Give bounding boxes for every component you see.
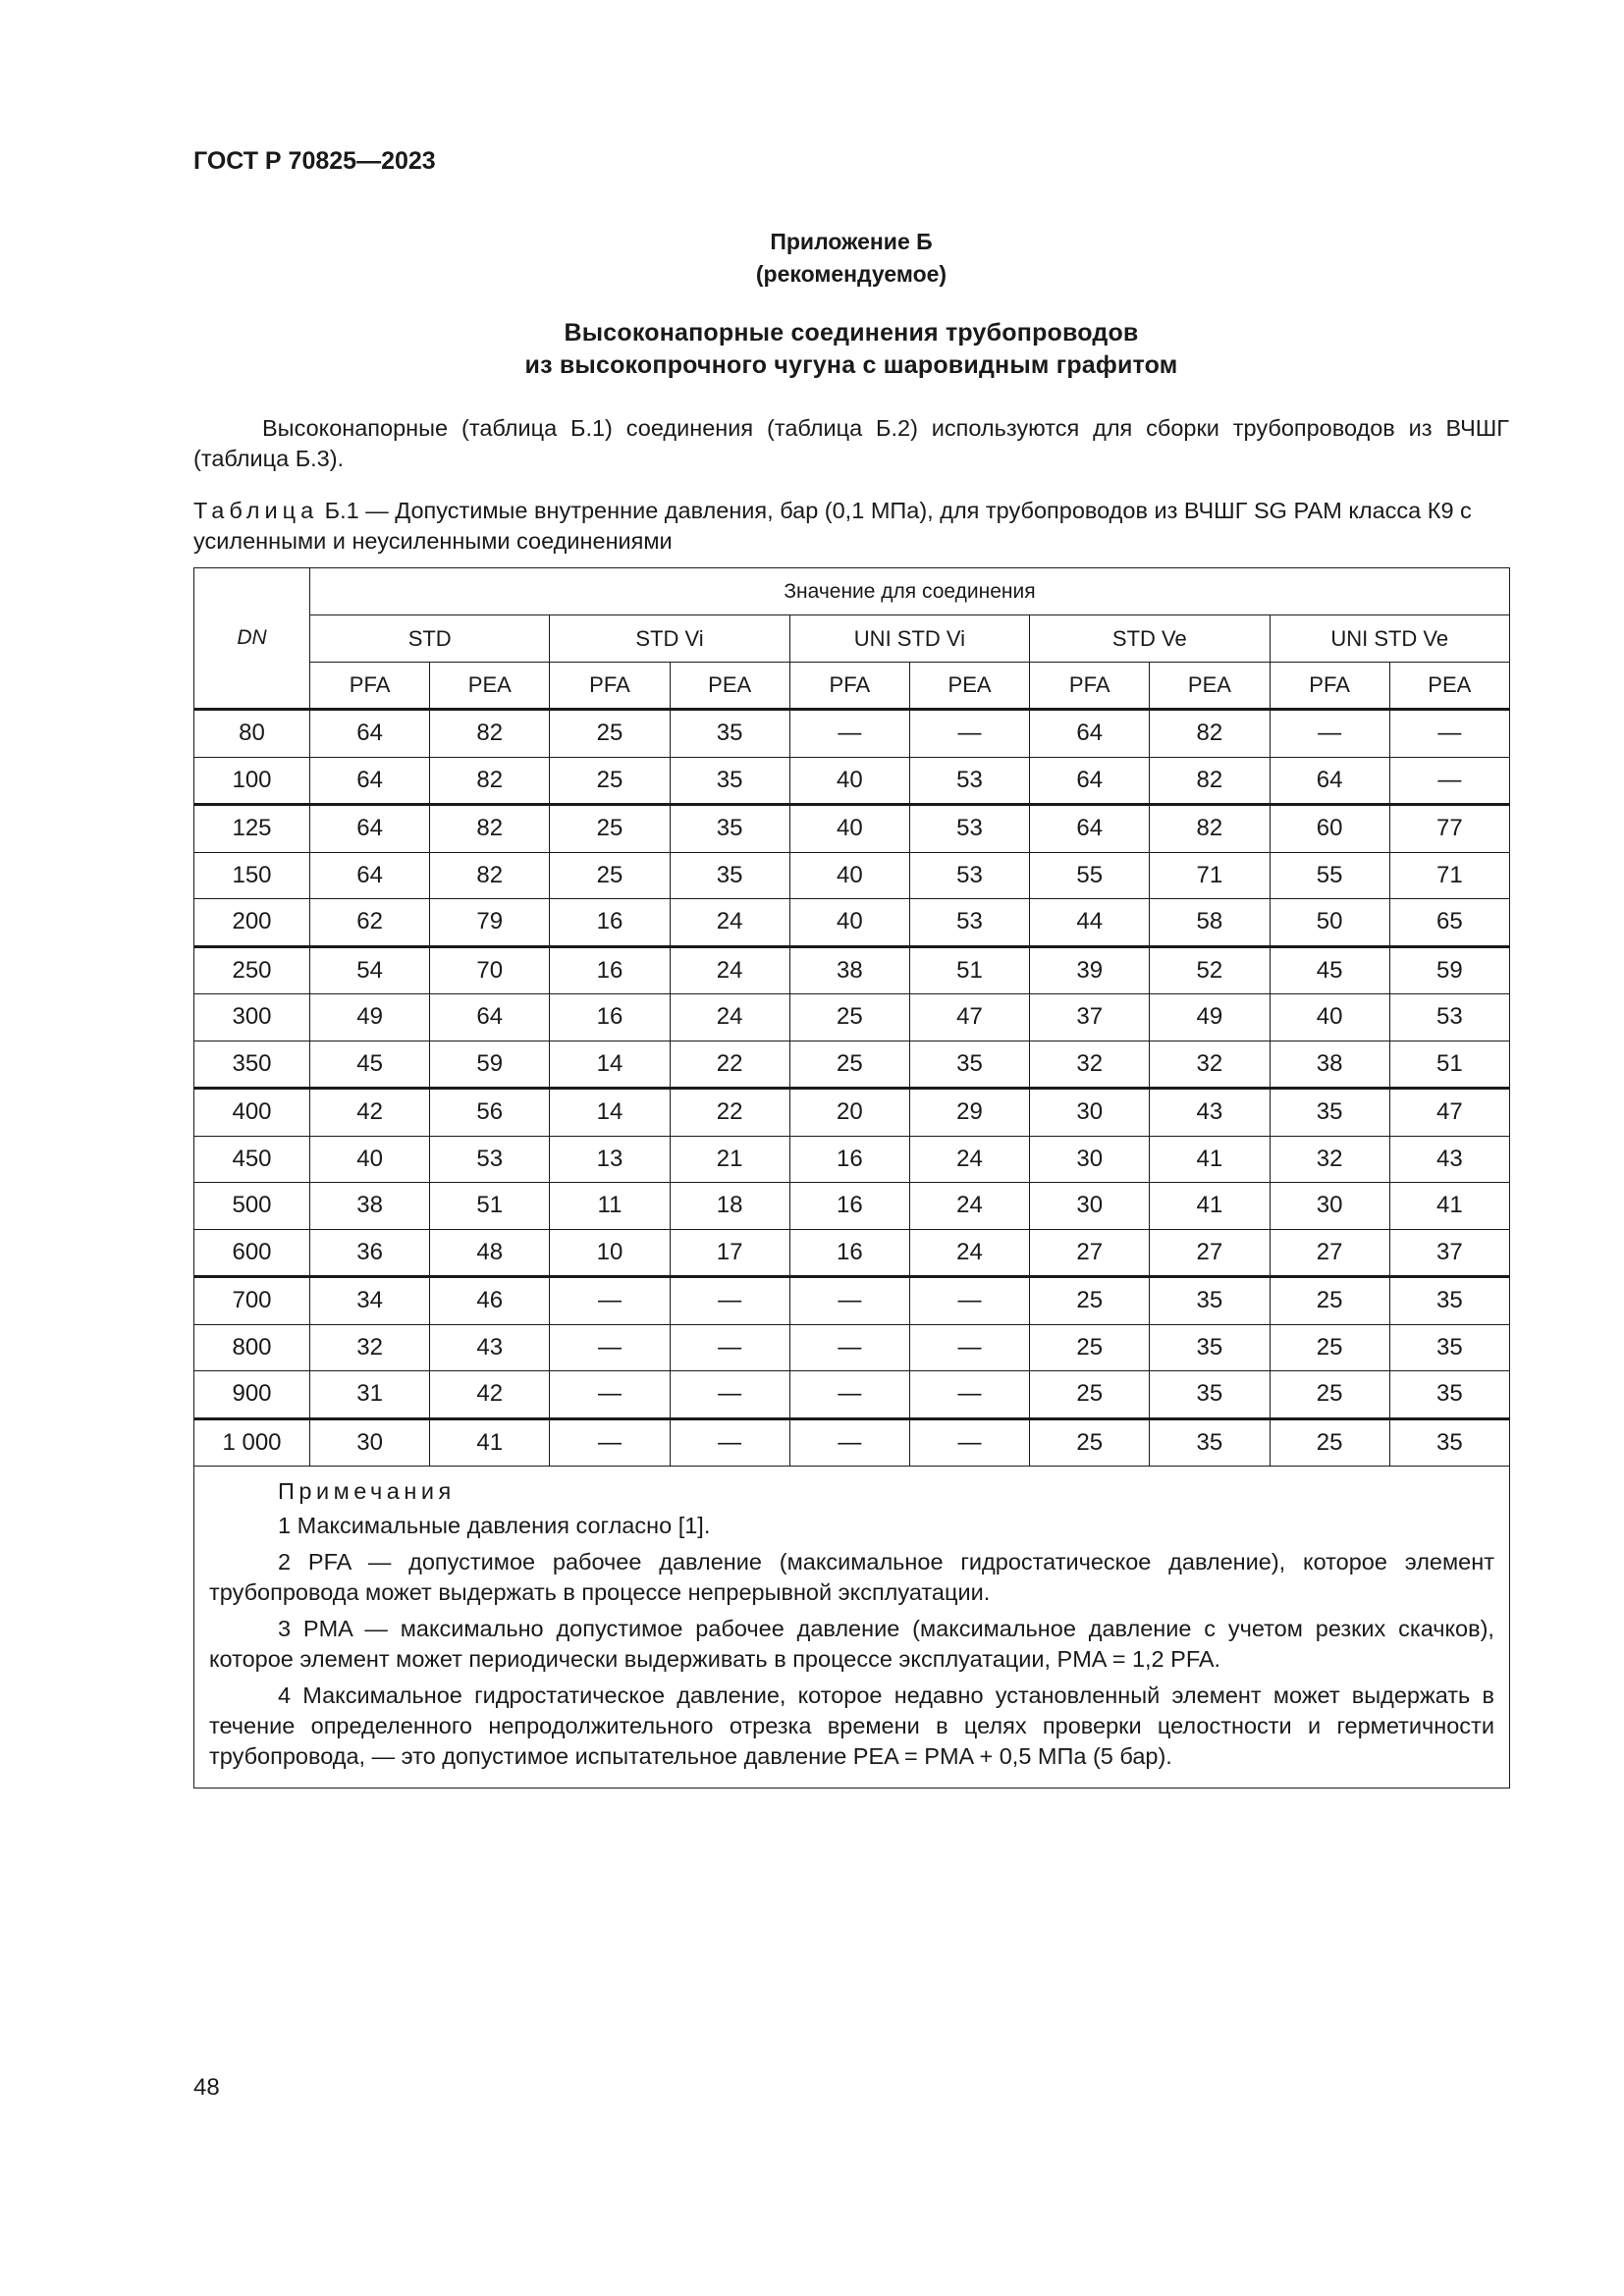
document-header: ГОСТ Р 70825—2023 [193, 147, 436, 175]
note-item: 2 PFA — допустимое рабочее давление (максимальное гидростатическое давление), которое элемент трубопровода может выдержать в процессе непрерывной эксплуатации. [209, 1549, 1494, 1605]
pea-cell: 35 [1389, 1324, 1509, 1371]
pea-cell: 82 [430, 852, 550, 899]
header-row-pressure-types [194, 663, 1510, 710]
pea-cell: 35 [670, 805, 789, 853]
header-row-joints [194, 615, 1510, 663]
notes-title: Примечания [278, 1478, 456, 1504]
table-row [194, 1183, 1510, 1230]
pfa-cell: — [550, 1371, 670, 1419]
pea-cell: 82 [430, 805, 550, 853]
pfa-cell: 39 [1030, 946, 1150, 994]
table-row [194, 1136, 1510, 1183]
pea-header: PEA [670, 663, 789, 710]
pea-cell: 22 [670, 1041, 789, 1089]
pea-header: PEA [1150, 663, 1270, 710]
pfa-cell: 25 [550, 805, 670, 853]
pfa-cell: 49 [310, 994, 430, 1041]
pea-cell: 47 [909, 994, 1029, 1041]
pfa-cell: 25 [550, 710, 670, 758]
dn-cell: 150 [194, 852, 310, 899]
pfa-cell: 30 [1030, 1183, 1150, 1230]
pea-cell: 24 [909, 1229, 1029, 1277]
pea-cell: — [909, 710, 1029, 758]
pfa-cell: 64 [1270, 757, 1389, 805]
pfa-cell: 40 [1270, 994, 1389, 1041]
pea-cell: 24 [670, 899, 789, 947]
note-item: 4 Максимальное гидростатическое давление, которое недавно установленный элемент может выдержать в течение определенного непродолжительного отрезка времени в целях проверки целостности и герметичности трубопровода, — это допустимое испытательное давление PEA = PMA + 0,5 МПа (5 бар). [209, 1682, 1494, 1769]
table-row [194, 1277, 1510, 1325]
pea-cell: 41 [1150, 1183, 1270, 1230]
pfa-cell: — [789, 1277, 909, 1325]
pfa-cell: 30 [1030, 1136, 1150, 1183]
pfa-cell: — [550, 1418, 670, 1467]
dn-cell: 200 [194, 899, 310, 947]
pfa-cell: 64 [1030, 710, 1150, 758]
pfa-cell: 45 [310, 1041, 430, 1089]
pfa-cell: 40 [310, 1136, 430, 1183]
pfa-cell: 16 [550, 994, 670, 1041]
table-caption-label: Таблица [193, 498, 319, 523]
pea-cell: 53 [909, 757, 1029, 805]
section-title [193, 317, 1509, 382]
pfa-cell: 35 [1270, 1089, 1389, 1137]
pea-cell: 35 [670, 710, 789, 758]
pea-cell: 41 [430, 1418, 550, 1467]
table-caption-text: Б.1 — Допустимые внутренние давления, бар (0,1 МПа), для трубопроводов из ВЧШГ SG РАМ класса К9 с усиленными и неусиленными соединениями [193, 498, 1472, 554]
pfa-cell: 32 [1270, 1136, 1389, 1183]
pea-cell: 35 [1150, 1371, 1270, 1419]
pea-cell: 82 [430, 710, 550, 758]
pfa-cell: 64 [1030, 805, 1150, 853]
pea-cell: 77 [1389, 805, 1509, 853]
pea-cell: 43 [430, 1324, 550, 1371]
pfa-cell: 54 [310, 946, 430, 994]
joint-header: STD Vi [550, 615, 789, 663]
pea-cell: 52 [1150, 946, 1270, 994]
dn-cell: 250 [194, 946, 310, 994]
pea-cell: — [909, 1324, 1029, 1371]
pfa-cell: 32 [310, 1324, 430, 1371]
pea-cell: 24 [670, 994, 789, 1041]
pea-cell: — [670, 1371, 789, 1419]
table-row [194, 1418, 1510, 1467]
pfa-cell: 45 [1270, 946, 1389, 994]
pea-cell: 82 [1150, 710, 1270, 758]
pea-cell: — [909, 1277, 1029, 1325]
pea-cell: 43 [1150, 1089, 1270, 1137]
pressure-table-body [194, 568, 1510, 1789]
pfa-cell: 40 [789, 899, 909, 947]
pfa-cell: — [789, 1324, 909, 1371]
pea-cell: 35 [1150, 1418, 1270, 1467]
pfa-header: PFA [550, 663, 670, 710]
pea-cell: — [1389, 757, 1509, 805]
pea-cell: 27 [1150, 1229, 1270, 1277]
pea-cell: 24 [670, 946, 789, 994]
pea-cell: — [670, 1277, 789, 1325]
header-row-group [194, 568, 1510, 615]
joint-header: UNI STD Vi [789, 615, 1029, 663]
pea-cell: 35 [1150, 1277, 1270, 1325]
note-item: 3 PMA — максимально допустимое рабочее давление (максимальное давление с учетом резких скачков), которое элемент может периодически выдерживать в процессе эксплуатации, PMA = 1,2 PFA. [209, 1616, 1494, 1672]
pea-cell: 35 [670, 852, 789, 899]
pea-cell: — [909, 1418, 1029, 1467]
pfa-cell: 40 [789, 757, 909, 805]
pea-cell: 47 [1389, 1089, 1509, 1137]
pfa-header: PFA [1030, 663, 1150, 710]
pea-cell: 70 [430, 946, 550, 994]
pfa-cell: 25 [1030, 1277, 1150, 1325]
pea-cell: 43 [1389, 1136, 1509, 1183]
pea-cell: 48 [430, 1229, 550, 1277]
pfa-cell: 27 [1270, 1229, 1389, 1277]
table-row [194, 805, 1510, 853]
pfa-cell: 25 [1270, 1277, 1389, 1325]
pea-cell: 51 [430, 1183, 550, 1230]
dn-cell: 100 [194, 757, 310, 805]
table-row [194, 852, 1510, 899]
pfa-header: PFA [310, 663, 430, 710]
pfa-cell: 64 [1030, 757, 1150, 805]
pfa-header: PFA [789, 663, 909, 710]
group-header: Значение для соединения [310, 568, 1510, 615]
pea-cell: 53 [909, 899, 1029, 947]
pfa-cell: 38 [310, 1183, 430, 1230]
pfa-cell: — [550, 1277, 670, 1325]
table-row [194, 994, 1510, 1041]
pfa-cell: 11 [550, 1183, 670, 1230]
table-row [194, 710, 1510, 758]
appendix-title: Приложение Б [770, 229, 933, 254]
appendix-status: (рекомендуемое) [755, 261, 947, 287]
pea-cell: 82 [1150, 805, 1270, 853]
pfa-cell: 64 [310, 710, 430, 758]
pfa-cell: 25 [550, 757, 670, 805]
pfa-cell: 14 [550, 1041, 670, 1089]
pfa-cell: 34 [310, 1277, 430, 1325]
pfa-cell: 55 [1030, 852, 1150, 899]
pea-cell: 35 [670, 757, 789, 805]
dn-cell: 700 [194, 1277, 310, 1325]
dn-cell: 350 [194, 1041, 310, 1089]
pea-cell: 35 [1389, 1371, 1509, 1419]
table-row [194, 1371, 1510, 1419]
pfa-cell: 16 [789, 1136, 909, 1183]
pfa-cell: — [789, 1371, 909, 1419]
table-caption [193, 496, 1509, 557]
pea-cell: 79 [430, 899, 550, 947]
pfa-cell: 25 [789, 1041, 909, 1089]
pfa-cell: 64 [310, 852, 430, 899]
appendix-heading [193, 226, 1509, 291]
pea-cell: 35 [1389, 1277, 1509, 1325]
pea-cell: 42 [430, 1371, 550, 1419]
pfa-cell: 44 [1030, 899, 1150, 947]
pea-cell: — [670, 1324, 789, 1371]
pfa-cell: — [1270, 710, 1389, 758]
table-row [194, 946, 1510, 994]
notes-row [194, 1467, 1510, 1789]
intro-paragraph: Высоконапорные (таблица Б.1) соединения (таблица Б.2) используются для сборки трубопроводов из ВЧШГ (таблица Б.3). [193, 415, 1509, 471]
pfa-cell: 55 [1270, 852, 1389, 899]
table-row [194, 899, 1510, 947]
pea-cell: 59 [430, 1041, 550, 1089]
pfa-cell: 16 [789, 1229, 909, 1277]
pfa-cell: 42 [310, 1089, 430, 1137]
pea-cell: 24 [909, 1136, 1029, 1183]
pea-header: PEA [909, 663, 1029, 710]
pfa-cell: 25 [1270, 1371, 1389, 1419]
pfa-cell: 38 [789, 946, 909, 994]
pea-cell: 35 [1389, 1418, 1509, 1467]
pfa-cell: 10 [550, 1229, 670, 1277]
pea-cell: 41 [1389, 1183, 1509, 1230]
pfa-cell: 30 [310, 1418, 430, 1467]
pfa-cell: 31 [310, 1371, 430, 1419]
pea-cell: 17 [670, 1229, 789, 1277]
pea-cell: — [1389, 710, 1509, 758]
joint-header: STD [310, 615, 550, 663]
pea-cell: 56 [430, 1089, 550, 1137]
dn-header: DN [194, 568, 310, 710]
pfa-cell: 25 [1030, 1371, 1150, 1419]
pea-cell: 59 [1389, 946, 1509, 994]
pea-cell: 53 [909, 852, 1029, 899]
pea-cell: 71 [1150, 852, 1270, 899]
pea-cell: 64 [430, 994, 550, 1041]
pea-cell: 35 [1150, 1324, 1270, 1371]
pfa-cell: 30 [1030, 1089, 1150, 1137]
pea-cell: 29 [909, 1089, 1029, 1137]
pea-cell: 46 [430, 1277, 550, 1325]
dn-cell: 1 000 [194, 1418, 310, 1467]
pea-cell: 18 [670, 1183, 789, 1230]
pea-cell: 82 [430, 757, 550, 805]
pfa-cell: 16 [550, 899, 670, 947]
section-title-line-1: Высоконапорные соединения трубопроводов [564, 319, 1139, 347]
pea-cell: 65 [1389, 899, 1509, 947]
pea-cell: 49 [1150, 994, 1270, 1041]
dn-cell: 600 [194, 1229, 310, 1277]
pfa-cell: 32 [1030, 1041, 1150, 1089]
pfa-cell: 16 [550, 946, 670, 994]
pea-cell: 53 [1389, 994, 1509, 1041]
dn-cell: 400 [194, 1089, 310, 1137]
pfa-cell: — [789, 710, 909, 758]
pea-header: PEA [430, 663, 550, 710]
pea-cell: 41 [1150, 1136, 1270, 1183]
pea-cell: 51 [1389, 1041, 1509, 1089]
pfa-cell: 25 [1270, 1324, 1389, 1371]
pfa-cell: 25 [1030, 1418, 1150, 1467]
dn-cell: 450 [194, 1136, 310, 1183]
pfa-cell: 64 [310, 757, 430, 805]
pressure-table [193, 567, 1510, 1789]
pea-cell: 37 [1389, 1229, 1509, 1277]
table-row [194, 757, 1510, 805]
pea-cell: 51 [909, 946, 1029, 994]
pfa-cell: 30 [1270, 1183, 1389, 1230]
pfa-cell: 60 [1270, 805, 1389, 853]
pfa-cell: — [550, 1324, 670, 1371]
notes-cell [194, 1467, 1510, 1789]
pfa-cell: 40 [789, 805, 909, 853]
pea-cell: 58 [1150, 899, 1270, 947]
pfa-cell: 50 [1270, 899, 1389, 947]
pfa-cell: 27 [1030, 1229, 1150, 1277]
pfa-cell: 62 [310, 899, 430, 947]
pea-cell: 53 [430, 1136, 550, 1183]
dn-cell: 500 [194, 1183, 310, 1230]
dn-cell: 125 [194, 805, 310, 853]
joint-header: UNI STD Ve [1270, 615, 1509, 663]
table-row [194, 1041, 1510, 1089]
pea-cell: — [670, 1418, 789, 1467]
pfa-header: PFA [1270, 663, 1389, 710]
pfa-cell: 36 [310, 1229, 430, 1277]
pfa-cell: 20 [789, 1089, 909, 1137]
pfa-cell: 64 [310, 805, 430, 853]
pfa-cell: 13 [550, 1136, 670, 1183]
dn-cell: 80 [194, 710, 310, 758]
pfa-cell: 25 [789, 994, 909, 1041]
pfa-cell: 25 [1030, 1324, 1150, 1371]
pfa-cell: 37 [1030, 994, 1150, 1041]
pfa-cell: 25 [550, 852, 670, 899]
pea-cell: 22 [670, 1089, 789, 1137]
dn-cell: 300 [194, 994, 310, 1041]
pea-header: PEA [1389, 663, 1509, 710]
page-number: 48 [193, 2074, 220, 2101]
pea-cell: 21 [670, 1136, 789, 1183]
pfa-cell: 16 [789, 1183, 909, 1230]
section-title-line-2: из высокопрочного чугуна с шаровидным графитом [524, 351, 1178, 379]
pea-cell: 32 [1150, 1041, 1270, 1089]
pea-cell: 71 [1389, 852, 1509, 899]
pea-cell: — [909, 1371, 1029, 1419]
note-item: 1 Максимальные давления согласно [1]. [278, 1513, 711, 1538]
table-row [194, 1324, 1510, 1371]
pea-cell: 82 [1150, 757, 1270, 805]
table-row [194, 1229, 1510, 1277]
table-row [194, 1089, 1510, 1137]
pfa-cell: 40 [789, 852, 909, 899]
pfa-cell: — [789, 1418, 909, 1467]
pfa-cell: 25 [1270, 1418, 1389, 1467]
pea-cell: 24 [909, 1183, 1029, 1230]
pea-cell: 35 [909, 1041, 1029, 1089]
pea-cell: 53 [909, 805, 1029, 853]
dn-cell: 900 [194, 1371, 310, 1419]
pfa-cell: 38 [1270, 1041, 1389, 1089]
joint-header: STD Ve [1030, 615, 1270, 663]
dn-cell: 800 [194, 1324, 310, 1371]
pfa-cell: 14 [550, 1089, 670, 1137]
